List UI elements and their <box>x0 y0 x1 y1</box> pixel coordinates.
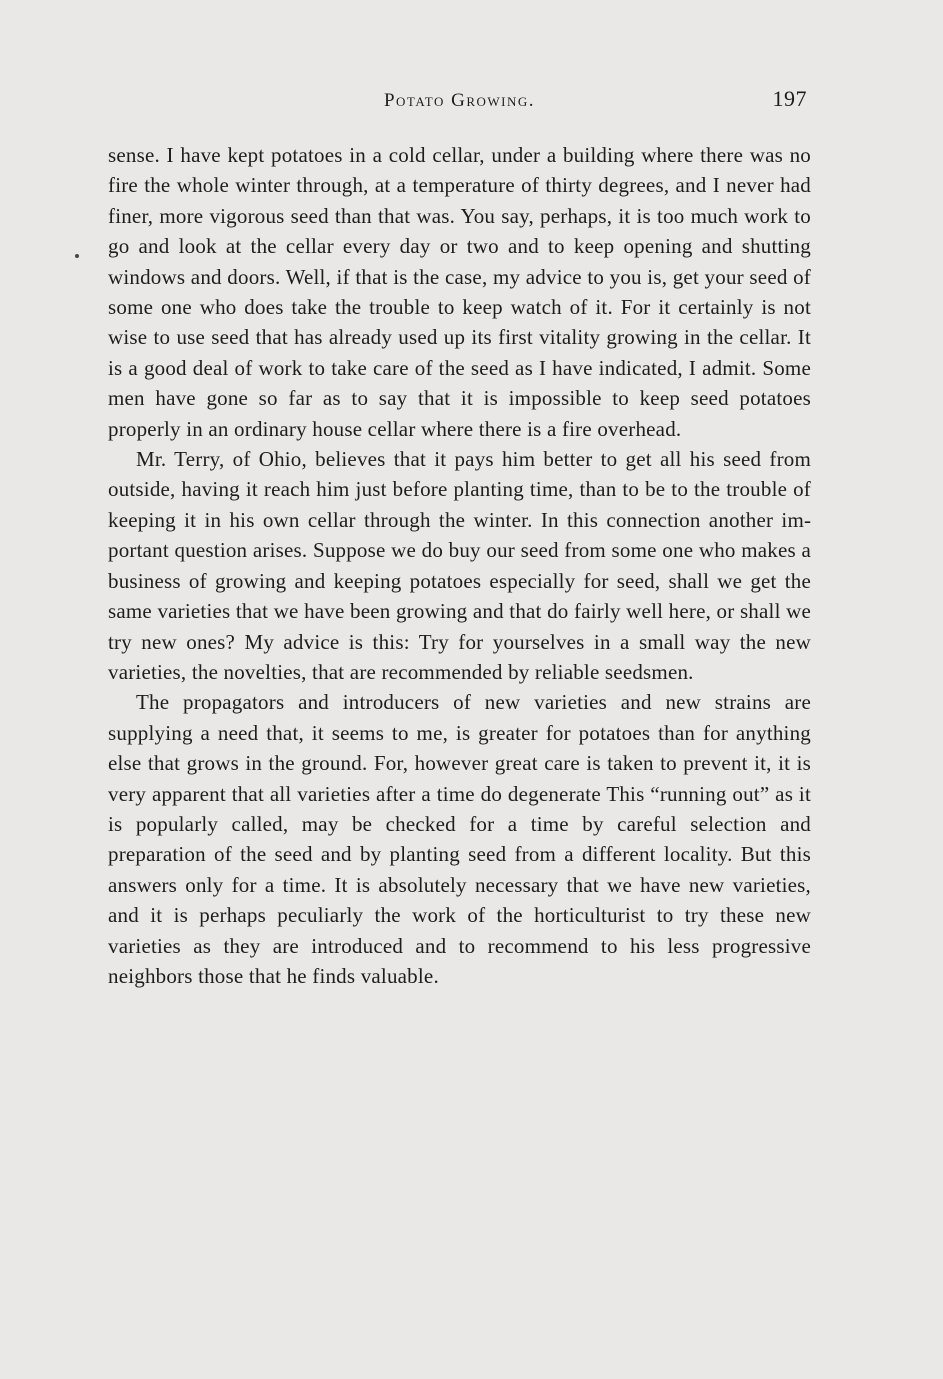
page-number: 197 <box>772 86 807 111</box>
margin-mark <box>75 254 79 258</box>
paragraph-2: Mr. Terry, of Ohio, believes that it pays him better to get all his seed from outside, having it reach him just before planting time, than to be to the trouble of keeping it in his own cellar through the winter. In this connection another important question arises. Suppose we do buy our seed from some one who makes a business of growing and keeping potatoes especially for seed, shall we get the same varieties that we have been growing and that do fairly well here, or shall we try new ones? My advice is this: Try for yourselves in a small way the new varieties, the novelties, that are recommended by reliable seedsmen. <box>108 447 811 684</box>
running-head-title: Potato Growing. <box>383 90 536 111</box>
body-text <box>108 140 811 991</box>
paragraph-1: sense. I have kept potatoes in a cold cellar, under a building where there was no fire the whole winter through, at a temperature of thirty degrees, and I never had finer, more vigorous seed than that was. You say, perhaps, it is too much work to go and look at the cellar every day or two and to keep opening and shutting windows and doors. Well, if that is the case, my advice to you is, get your seed of some one who does take the trouble to keep watch of it. For it certainly is not wise to use seed that has already used up its first vitality growing in the cellar. It is a good deal of work to take care of the seed as I have indicated, I admit. Some men have gone so far as to say that it is impossible to keep seed potatoes properly in an ordinary house cellar where there is a fire overhead. <box>108 143 811 441</box>
running-head <box>108 86 811 116</box>
paragraph-3: The propagators and introducers of new varieties and new strains are supplying a need that, it seems to me, is greater for potatoes than for anything else that grows in the ground. For, however great care is taken to prevent it, it is very apparent that all varieties after a time do degenerate This “running out” as it is popularly called, may be checked for a time by careful selection and preparation of the seed and by planting seed from a different locality. But this answers only for a time. It is absolutely necessary that we have new varieties, and it is perhaps peculiarly the work of the horticulturist to try these new varieties as they are introduced and to recommend to his less progressive neighbors those that he finds valuable. <box>108 690 811 988</box>
